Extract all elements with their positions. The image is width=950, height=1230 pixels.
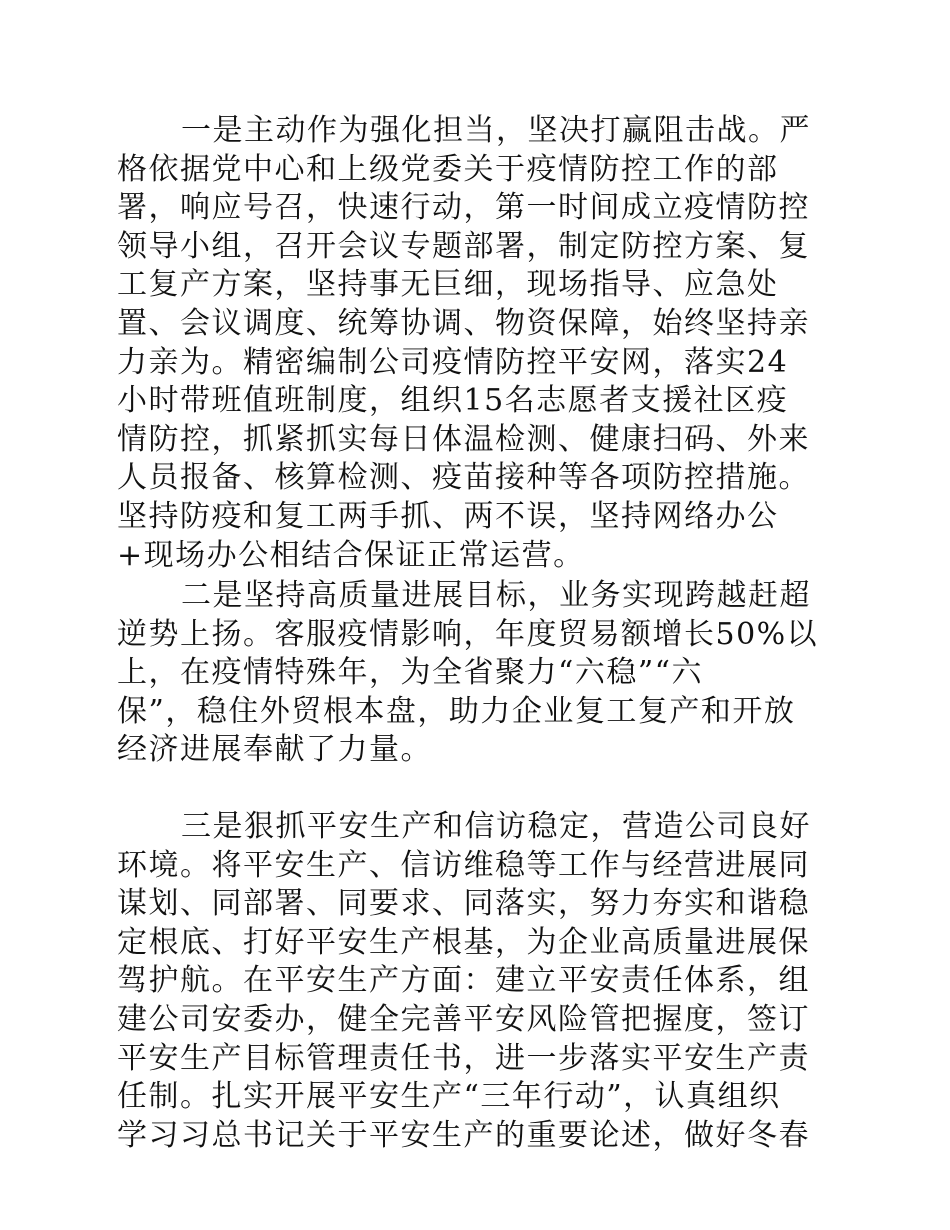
text-line: 任制。扎实开展平安生产“三年行动”，认真组织 (117, 1079, 781, 1115)
text-line: +现场办公相结合保证正常运营。 (117, 537, 585, 573)
text-line: 置、会议调度、统筹协调、物资保障，始终坚持亲 (117, 305, 810, 341)
text-line: 保”，稳住外贸根本盘，助力企业复工复产和开放 (117, 693, 796, 729)
text-line: 上，在疫情特殊年，为全省聚力“六稳”“六 (117, 655, 704, 691)
text-line: 环境。将平安生产、信访维稳等工作与经营进展同 (117, 847, 810, 883)
text-line: 署，响应号召，快速行动，第一时间成立疫情防控 (117, 190, 810, 226)
paragraph-safety-production (117, 808, 833, 1155)
text-line: 坚持防疫和复工两手抓、两不误，坚持网络办公 (117, 498, 779, 534)
text-line: 一是主动作为强化担当，坚决打赢阻击战。严 (181, 113, 811, 148)
text-line: 驾护航。在平安生产方面：建立平安责任体系，组 (117, 963, 810, 999)
text-line: 情防控，抓紧抓实每日体温检测、健康扫码、外来 (117, 421, 810, 457)
text-line: 力亲为。精密编制公司疫情防控平安网，落实24 (117, 344, 789, 380)
text-line: 三是狠抓平安生产和信访稳定，营造公司良好 (181, 809, 811, 844)
text-line: 小时带班值班制度，组织15名志愿者支援社区疫 (117, 383, 789, 419)
text-line: 谋划、同部署、同要求、同落实，努力夯实和谐稳 (117, 886, 810, 922)
text-line: 定根底、打好平安生产根基，为企业高质量进展保 (117, 924, 810, 960)
text-line: 经济进展奉献了力量。 (117, 732, 432, 768)
text-line: 建公司安委办，健全完善平安风险管把握度，签订 (117, 1001, 810, 1037)
text-line: 格依据党中心和上级党委关于疫情防控工作的部 (117, 151, 779, 187)
paragraph-epidemic-prevention (117, 112, 833, 575)
text-line: 逆势上扬。客服疫情影响，年度贸易额增长50%以 (117, 616, 819, 652)
text-line: 领导小组，召开会议专题部署，制定防控方案、复 (117, 228, 810, 264)
text-line: 人员报备、核算检测、疫苗接种等各项防控措施。 (117, 460, 810, 496)
text-line: 平安生产目标管理责任书，进一步落实平安生产责 (117, 1040, 810, 1076)
paragraph-business-growth (117, 577, 833, 770)
text-line: 工复产方案，坚持事无巨细，现场指导、应急处 (117, 267, 779, 303)
text-line: 二是坚持高质量进展目标，业务实现跨越赶超 (181, 578, 811, 613)
text-line: 学习习总书记关于平安生产的重要论述，做好冬春 (117, 1117, 810, 1153)
